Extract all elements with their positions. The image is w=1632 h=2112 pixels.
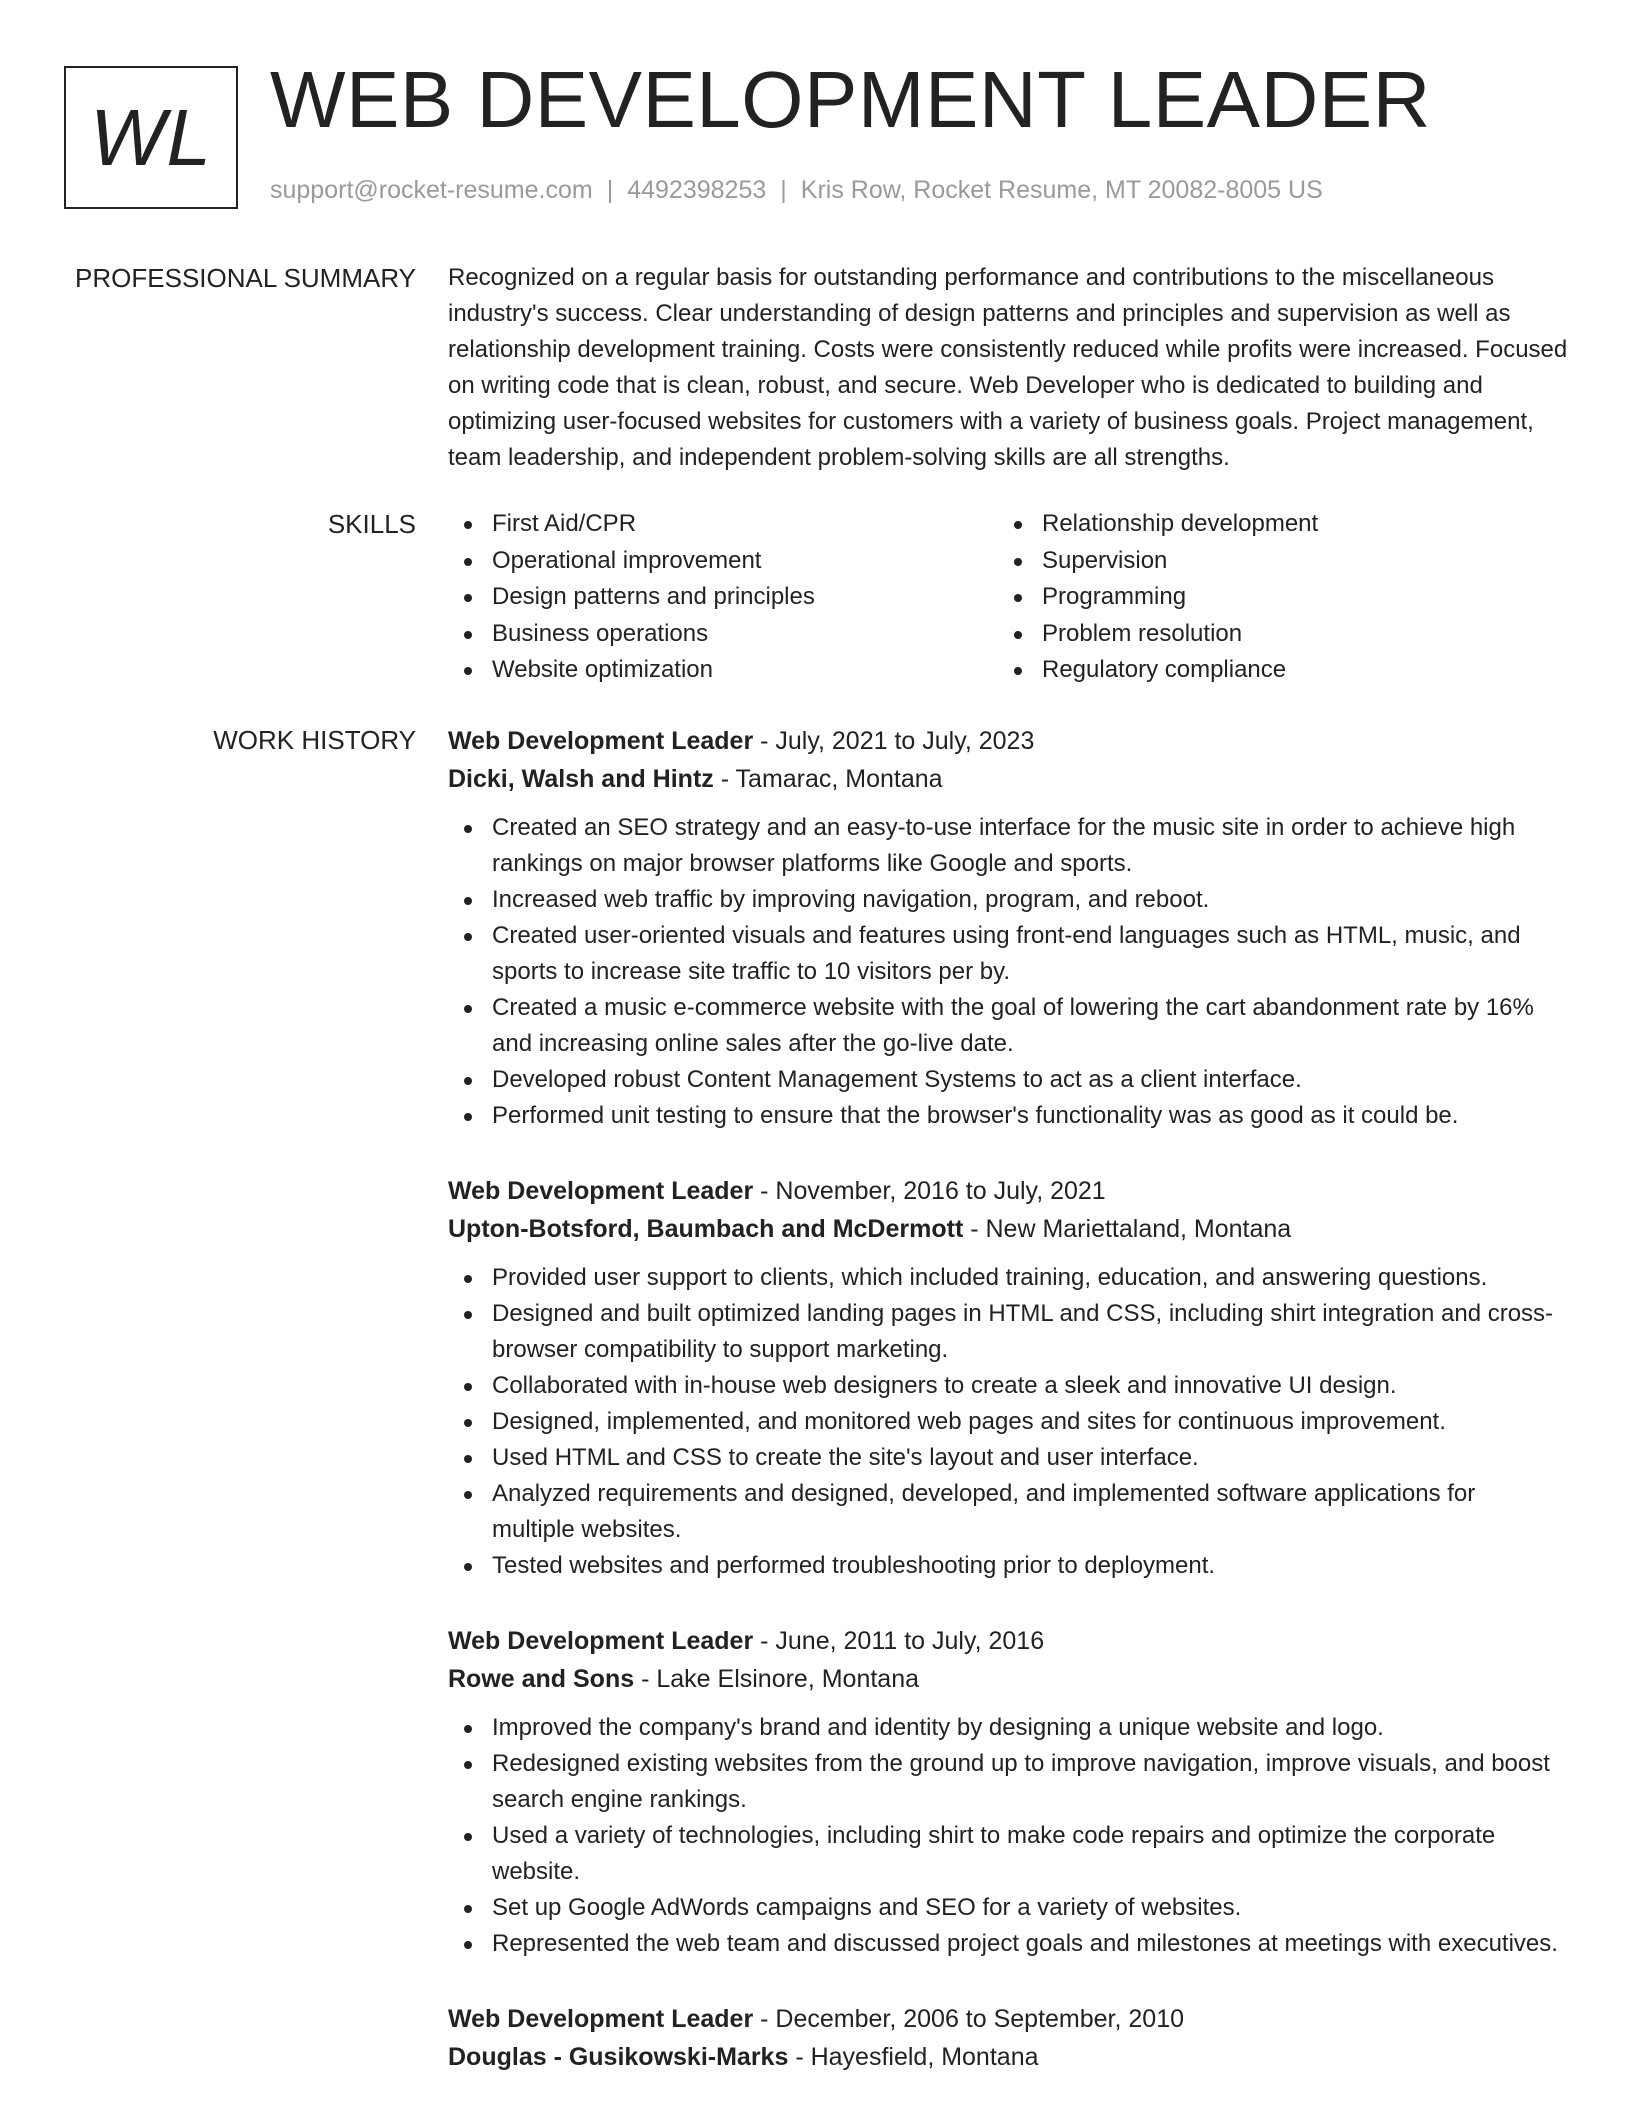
job-bullet: Created user-oriented visuals and features using front-end languages such as HTML, music, and sports to increase site traffic to 10 visitors per by.: [448, 918, 1568, 990]
job-entry: [448, 1622, 1568, 1962]
skills-heading: SKILLS: [327, 509, 416, 539]
job-bullet: Developed robust Content Management Systems to act as a client interface.: [448, 1062, 1568, 1098]
job-bullets: [448, 810, 1568, 1134]
contact-separator: |: [606, 176, 614, 204]
job-dates: - November, 2016 to July, 2021: [753, 1177, 1106, 1205]
contact-separator: |: [780, 176, 787, 204]
job-location: - Lake Elsinore, Montana: [634, 1665, 920, 1693]
job-title-line: [448, 2000, 1568, 2038]
job-title: Web Development Leader: [448, 727, 754, 755]
job-bullet: Tested websites and performed troubleshooting prior to deployment.: [448, 1548, 1568, 1584]
work-history-body: [448, 722, 1568, 2112]
job-company-line: [448, 1660, 1568, 1698]
skill-item: Operational improvement: [448, 543, 998, 580]
job-title-line: [448, 1622, 1568, 1660]
job-title: Web Development Leader: [448, 1177, 754, 1205]
resume-title: WEB DEVELOPMENT LEADER: [270, 55, 1431, 144]
job-company: Douglas - Gusikowski-Marks: [448, 2043, 789, 2071]
contact-line: [270, 176, 1323, 205]
job-entry: [448, 1172, 1568, 1584]
job-bullet: Created a music e-commerce website with the goal of lowering the cart abandonment rate by 16% and increasing online sales after the go-live date.: [448, 990, 1568, 1062]
summary-text: Recognized on a regular basis for outstanding performance and contributions to the miscellaneous industry's success. Clear understanding of design patterns and principles and supervision as well as relationship development training. Costs were consistently reduced while profits were increased. Focused on writing code that is clean, robust, and secure. Web Developer who is dedicated to building and optimizing user-focused websites for customers with a variety of business goals. Project management, team leadership, and independent problem-solving skills are all strengths.: [448, 264, 1568, 471]
contact-email[interactable]: support@rocket-resume.com: [270, 176, 593, 204]
job-dates: - June, 2011 to July, 2016: [753, 1627, 1045, 1655]
skill-item: First Aid/CPR: [448, 506, 998, 543]
job-bullets: [448, 1710, 1568, 1962]
job-bullet: Used a variety of technologies, including shirt to make code repairs and optimize the corporate website.: [448, 1818, 1568, 1890]
job-bullet: Represented the web team and discussed project goals and milestones at meetings with executives.: [448, 1926, 1568, 1962]
job-title-line: [448, 1172, 1568, 1210]
job-dates: - December, 2006 to September, 2010: [753, 2005, 1185, 2033]
job-bullet: Increased web traffic by improving navigation, program, and reboot.: [448, 882, 1568, 918]
job-location: - Hayesfield, Montana: [788, 2043, 1039, 2071]
skill-item: Regulatory compliance: [998, 652, 1548, 689]
job-location: - New Mariettaland, Montana: [963, 1215, 1292, 1243]
skill-item: Business operations: [448, 616, 998, 653]
work-history-heading: WORK HISTORY: [213, 725, 416, 755]
skill-item: Website optimization: [448, 652, 998, 689]
job-company: Upton-Botsford, Baumbach and McDermott: [448, 1215, 964, 1243]
job-entry: [448, 2000, 1568, 2076]
job-entry: [448, 722, 1568, 1134]
job-company-line: [448, 760, 1568, 798]
contact-address: Kris Row, Rocket Resume, MT 20082-8005 US: [800, 176, 1323, 204]
job-company: Dicki, Walsh and Hintz: [448, 765, 714, 793]
job-bullet: Set up Google AdWords campaigns and SEO for a variety of websites.: [448, 1890, 1568, 1926]
job-bullets: [448, 1260, 1568, 1584]
monogram-box: [64, 66, 238, 209]
job-location: - Tamarac, Montana: [713, 765, 943, 793]
skill-item: Relationship development: [998, 506, 1548, 543]
job-bullet: Collaborated with in-house web designers to create a sleek and innovative UI design.: [448, 1368, 1568, 1404]
skill-item: Problem resolution: [998, 616, 1548, 653]
job-bullet: Redesigned existing websites from the ground up to improve navigation, improve visuals, and boost search engine rankings.: [448, 1746, 1568, 1818]
job-bullet: Analyzed requirements and designed, developed, and implemented software applications for multiple websites.: [448, 1476, 1568, 1548]
summary-heading: PROFESSIONAL SUMMARY: [75, 263, 416, 293]
job-bullet: Performed unit testing to ensure that the browser's functionality was as good as it could be.: [448, 1098, 1568, 1134]
skills-body: [448, 506, 1568, 689]
job-company: Rowe and Sons: [448, 1665, 635, 1693]
job-title: Web Development Leader: [448, 2005, 754, 2033]
job-bullet: Provided user support to clients, which included training, education, and answering questions.: [448, 1260, 1568, 1296]
monogram-initials: WL: [90, 92, 212, 182]
skill-item: Design patterns and principles: [448, 579, 998, 616]
job-bullet: Designed and built optimized landing pages in HTML and CSS, including shirt integration and cross-browser compatibility to support marketing.: [448, 1296, 1568, 1368]
job-bullet: Designed, implemented, and monitored web pages and sites for continuous improvement.: [448, 1404, 1568, 1440]
skills-list-right: [998, 506, 1548, 689]
job-company-line: [448, 1210, 1568, 1248]
skills-list-left: [448, 506, 998, 689]
job-dates: - July, 2021 to July, 2023: [753, 727, 1035, 755]
job-company-line: [448, 2038, 1568, 2076]
job-title-line: [448, 722, 1568, 760]
job-bullet: Improved the company's brand and identity by designing a unique website and logo.: [448, 1710, 1568, 1746]
job-bullet: Created an SEO strategy and an easy-to-use interface for the music site in order to achieve high rankings on major browser platforms like Google and sports.: [448, 810, 1568, 882]
job-bullet: Used HTML and CSS to create the site's layout and user interface.: [448, 1440, 1568, 1476]
job-title: Web Development Leader: [448, 1627, 754, 1655]
skill-item: Supervision: [998, 543, 1548, 580]
contact-phone[interactable]: 4492398253: [627, 176, 767, 204]
skill-item: Programming: [998, 579, 1548, 616]
